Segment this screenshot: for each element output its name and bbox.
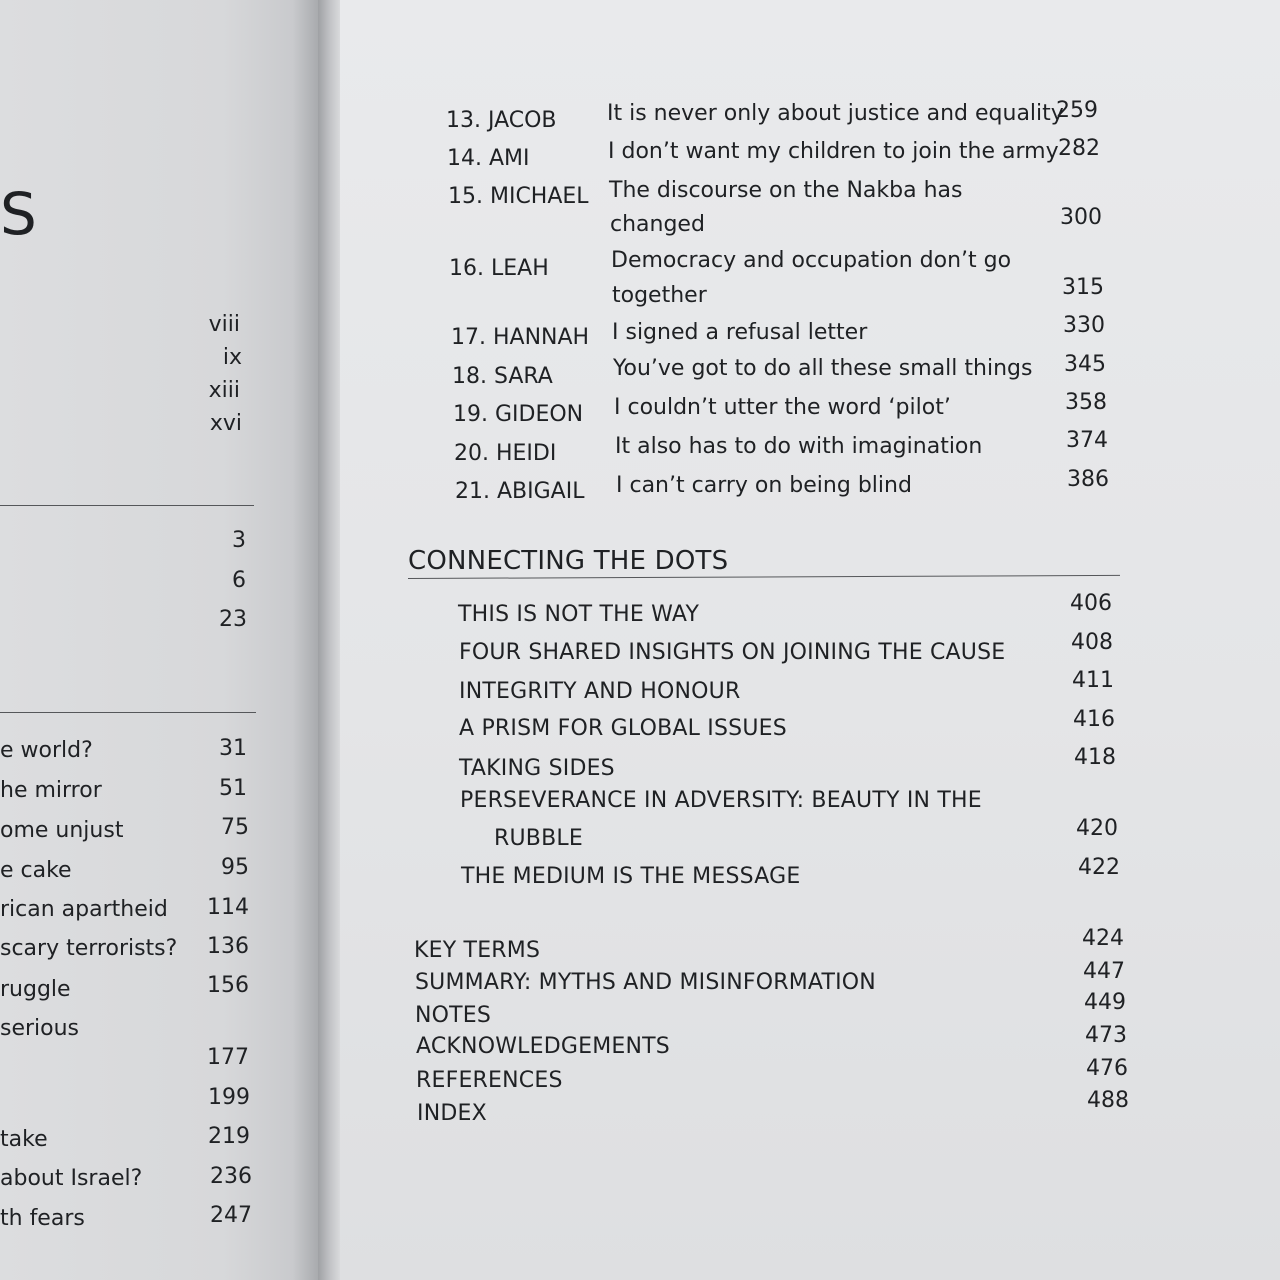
interview-page: 315 <box>1062 275 1104 300</box>
interview-title: It is never only about justice and equality <box>607 101 1064 126</box>
interview-title: I signed a refusal letter <box>612 320 868 345</box>
interview-title: I don’t want my children to join the army <box>608 139 1059 164</box>
back-matter-entry: NOTES <box>415 1003 492 1028</box>
back-matter-entry: ACKNOWLEDGEMENTS <box>416 1034 670 1059</box>
chapter-title-fragment: he mirror <box>0 778 102 803</box>
interview-page: 282 <box>1058 136 1100 161</box>
back-matter-page: 488 <box>1087 1088 1129 1113</box>
interview-name: 13. JACOB <box>446 108 557 133</box>
left-rule-2 <box>0 712 256 713</box>
back-matter-entry: REFERENCES <box>416 1068 563 1093</box>
back-matter-page: 473 <box>1085 1023 1127 1048</box>
interview-title: I can’t carry on being blind <box>616 473 912 498</box>
chapter-title-fragment: rican apartheid <box>0 897 168 922</box>
section-entry: PERSEVERANCE IN ADVERSITY: BEAUTY IN THE <box>460 788 982 813</box>
interview-name: 21. ABIGAIL <box>455 479 585 504</box>
section-entry-page: 420 <box>1076 816 1118 841</box>
interview-name: 18. SARA <box>452 364 553 389</box>
interview-name: 20. HEIDI <box>454 441 557 466</box>
section-entry-continued: RUBBLE <box>494 826 583 851</box>
interview-title: Democracy and occupation don’t go <box>611 248 1012 273</box>
chapter-title-fragment: ome unjust <box>0 818 124 843</box>
back-matter-page: 424 <box>1082 926 1124 951</box>
chapter-page: 177 <box>207 1045 249 1070</box>
chapter-title-fragment: about Israel? <box>0 1166 143 1191</box>
section-entry: INTEGRITY AND HONOUR <box>459 679 741 704</box>
chapter-title-fragment: e cake <box>0 858 72 883</box>
contents-heading-fragment: S <box>0 180 37 248</box>
interview-name: 19. GIDEON <box>453 402 584 427</box>
interview-page: 259 <box>1056 98 1098 123</box>
interview-title: You’ve got to do all these small things <box>613 356 1033 381</box>
back-matter-page: 449 <box>1084 990 1126 1015</box>
section-entry-page: 418 <box>1074 745 1116 770</box>
front-matter-page: xiii <box>208 378 240 403</box>
interview-title: It also has to do with imagination <box>615 434 983 459</box>
back-matter-page: 447 <box>1083 959 1125 984</box>
chapter-page: 219 <box>208 1124 250 1149</box>
chapter-title-fragment: th fears <box>0 1206 85 1231</box>
chapter-page: 75 <box>221 815 249 840</box>
front-matter-page: ix <box>222 345 242 370</box>
interview-title-continued: changed <box>610 212 705 237</box>
chapter-page: 136 <box>207 934 249 959</box>
chapter-title-fragment: ruggle <box>0 977 71 1002</box>
interview-title: The discourse on the Nakba has <box>609 178 963 203</box>
book-gutter <box>318 0 340 1280</box>
interview-page: 386 <box>1067 467 1109 492</box>
section-entry: THE MEDIUM IS THE MESSAGE <box>461 864 801 889</box>
left-rule-1 <box>0 505 254 506</box>
chapter-page: 31 <box>219 736 247 761</box>
section-entry-page: 408 <box>1071 630 1113 655</box>
interview-name: 15. MICHAEL <box>448 184 589 209</box>
front-matter-page: viii <box>208 312 240 337</box>
interview-page: 330 <box>1063 313 1105 338</box>
interview-page: 374 <box>1066 428 1108 453</box>
interview-title: I couldn’t utter the word ‘pilot’ <box>614 395 951 420</box>
section-entry-page: 411 <box>1072 668 1114 693</box>
section-entry-page: 406 <box>1070 591 1112 616</box>
interview-page: 345 <box>1064 352 1106 377</box>
interview-page: 300 <box>1060 205 1102 230</box>
chapter-title-fragment: scary terrorists? <box>0 936 178 961</box>
interview-title-continued: together <box>612 283 707 308</box>
interview-name: 16. LEAH <box>449 256 549 281</box>
chapter-page: 95 <box>221 855 249 880</box>
chapter-page: 236 <box>210 1164 252 1189</box>
part-page: 6 <box>232 568 246 593</box>
part-page: 23 <box>219 607 247 632</box>
chapter-title-fragment: take <box>0 1127 48 1152</box>
chapter-page: 114 <box>207 895 249 920</box>
back-matter-entry: SUMMARY: MYTHS AND MISINFORMATION <box>415 970 876 995</box>
section-entry: FOUR SHARED INSIGHTS ON JOINING THE CAUSE <box>459 640 1006 665</box>
section-heading: CONNECTING THE DOTS <box>408 546 729 576</box>
front-matter-page: xvi <box>209 411 242 436</box>
section-entry-page: 422 <box>1078 855 1120 880</box>
chapter-title-fragment: e world? <box>0 738 93 763</box>
chapter-page: 199 <box>208 1085 250 1110</box>
chapter-page: 247 <box>210 1203 252 1228</box>
back-matter-page: 476 <box>1086 1056 1128 1081</box>
chapter-page: 51 <box>219 776 247 801</box>
left-page <box>0 0 318 1280</box>
section-entry-page: 416 <box>1073 707 1115 732</box>
part-page: 3 <box>232 528 246 553</box>
section-entry: A PRISM FOR GLOBAL ISSUES <box>459 716 787 741</box>
interview-name: 17. HANNAH <box>451 325 590 350</box>
section-entry: TAKING SIDES <box>459 756 615 781</box>
interview-page: 358 <box>1065 390 1107 415</box>
interview-name: 14. AMI <box>447 146 530 171</box>
chapter-page: 156 <box>207 973 249 998</box>
section-entry: THIS IS NOT THE WAY <box>458 602 700 627</box>
back-matter-entry: KEY TERMS <box>414 938 541 963</box>
back-matter-entry: INDEX <box>417 1101 487 1126</box>
chapter-title-fragment: serious <box>0 1016 80 1041</box>
